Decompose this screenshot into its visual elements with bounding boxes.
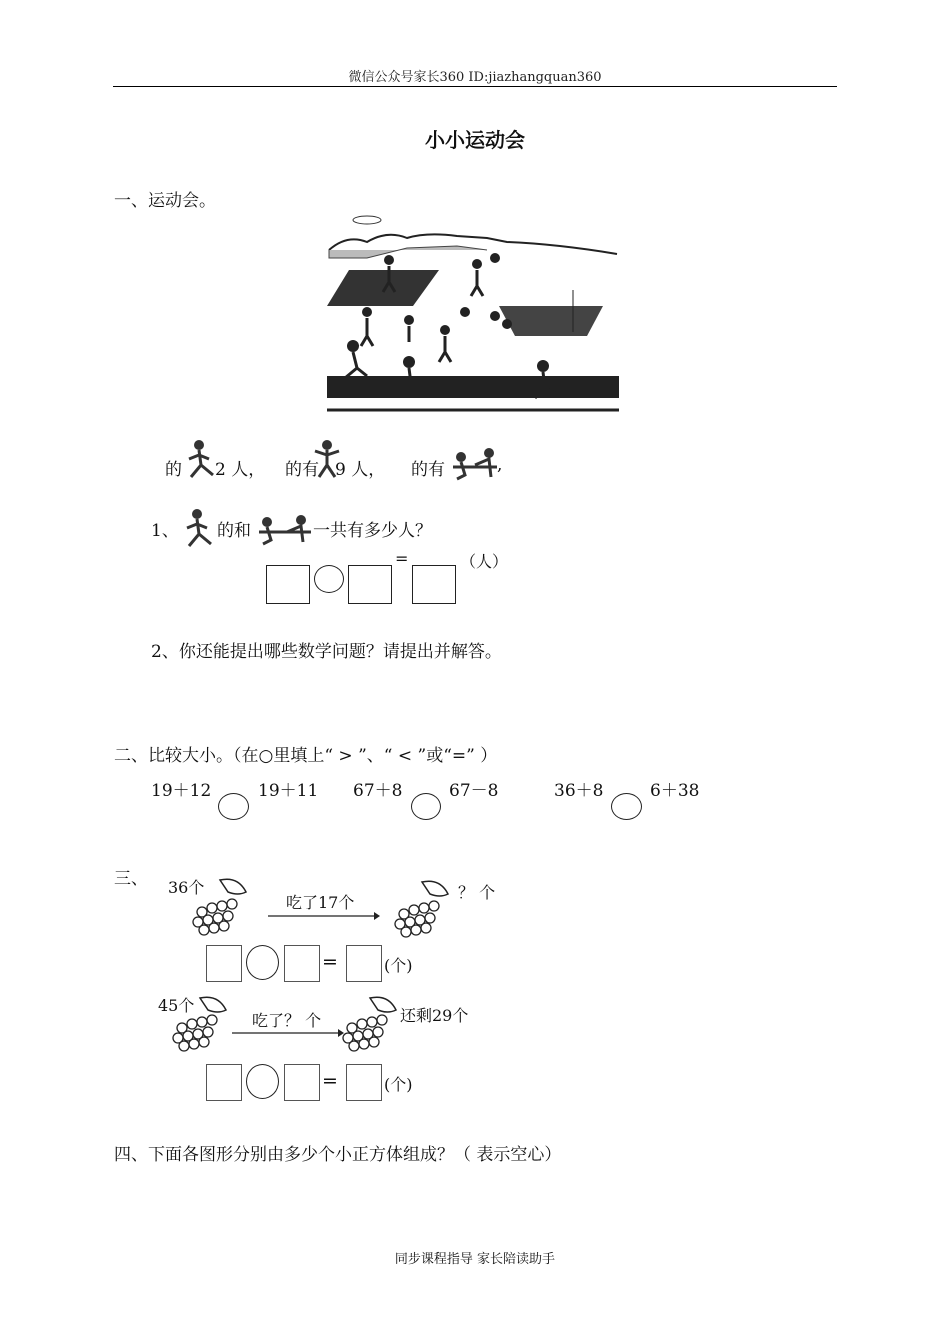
stat-c-label: 的有 <box>411 460 445 480</box>
row1-operator-circle[interactable] <box>246 945 279 980</box>
q1-prefix: 1、 <box>151 521 179 541</box>
page-header: 微信公众号家长360 ID:jiazhangquan360 <box>348 70 602 85</box>
stat-b-count: 9 人， <box>335 460 386 480</box>
header-rule <box>113 86 837 87</box>
equals-sign: = <box>395 549 409 568</box>
compare-3-circle[interactable] <box>611 793 642 820</box>
stat-a-count: 2 人， <box>215 460 266 480</box>
operator-circle[interactable] <box>314 565 344 593</box>
grapes-icon <box>340 994 402 1054</box>
row1-action: 吃了17个 <box>286 893 355 912</box>
row2-box-1[interactable] <box>206 1064 242 1101</box>
grapes-icon <box>390 878 454 940</box>
compare-2-left: 67＋8 <box>353 781 403 801</box>
sports-meet-illustration <box>327 212 622 426</box>
runner-icon <box>177 506 217 552</box>
section3-heading: 三、 <box>114 869 148 889</box>
section1-heading: 一、运动会。 <box>114 191 216 211</box>
row2-start-count: 45个 <box>158 996 195 1015</box>
section2-heading: 二、比较大小。（在○里填上“ > ”、“ < ”或“=” ） <box>114 746 498 766</box>
compare-2-circle[interactable] <box>411 793 441 820</box>
right-arrow-icon <box>230 1027 346 1039</box>
row2-end-count: 还剩29个 <box>400 1006 469 1025</box>
q1-mid: 的和 <box>217 521 251 541</box>
row2-equals: = <box>322 1070 338 1092</box>
stat-a-label: 的 <box>165 460 182 480</box>
grapes-icon <box>190 876 252 938</box>
page-title: 小小运动会 <box>425 128 525 152</box>
row1-box-2[interactable] <box>284 945 320 982</box>
row1-unit: (个) <box>384 956 413 975</box>
stat-b-label: 的有 <box>285 460 319 480</box>
answer-box-result[interactable] <box>412 565 456 604</box>
tug-of-war-icon <box>257 512 313 546</box>
right-arrow-icon <box>266 910 382 922</box>
grapes-icon <box>170 994 232 1054</box>
answer-box-2[interactable] <box>348 565 392 604</box>
q1-suffix: 一共有多少人？ <box>313 521 432 541</box>
tug-of-war-icon <box>451 443 499 483</box>
row2-operator-circle[interactable] <box>246 1064 279 1099</box>
compare-2-right: 67－8 <box>449 781 499 801</box>
section4-heading: 四、下面各图形分别由多少个小正方体组成？（ 表示空心） <box>114 1145 562 1165</box>
page-footer: 同步课程指导 家长陪读助手 <box>394 1252 556 1267</box>
row1-box-result[interactable] <box>346 945 382 982</box>
runner-icon <box>179 437 219 483</box>
compare-1-left: 19＋12 <box>151 781 212 801</box>
row1-equals: = <box>322 951 338 973</box>
row1-start-count: 36个 <box>168 878 205 897</box>
row1-end-count: ？ 个 <box>458 883 496 902</box>
row2-box-2[interactable] <box>284 1064 320 1101</box>
row2-action: 吃了？ 个 <box>252 1011 322 1030</box>
stat-c-end: , <box>497 455 503 475</box>
unit-people: （人） <box>460 552 509 571</box>
row1-box-1[interactable] <box>206 945 242 982</box>
answer-box-1[interactable] <box>266 565 310 604</box>
row2-box-result[interactable] <box>346 1064 382 1101</box>
row2-unit: (个) <box>384 1075 413 1094</box>
question-2: 2、你还能提出哪些数学问题？请提出并解答。 <box>151 642 502 662</box>
compare-3-left: 36＋8 <box>554 781 604 801</box>
compare-1-circle[interactable] <box>218 793 249 820</box>
compare-3-right: 6＋38 <box>650 781 700 801</box>
compare-1-right: 19＋11 <box>258 781 319 801</box>
